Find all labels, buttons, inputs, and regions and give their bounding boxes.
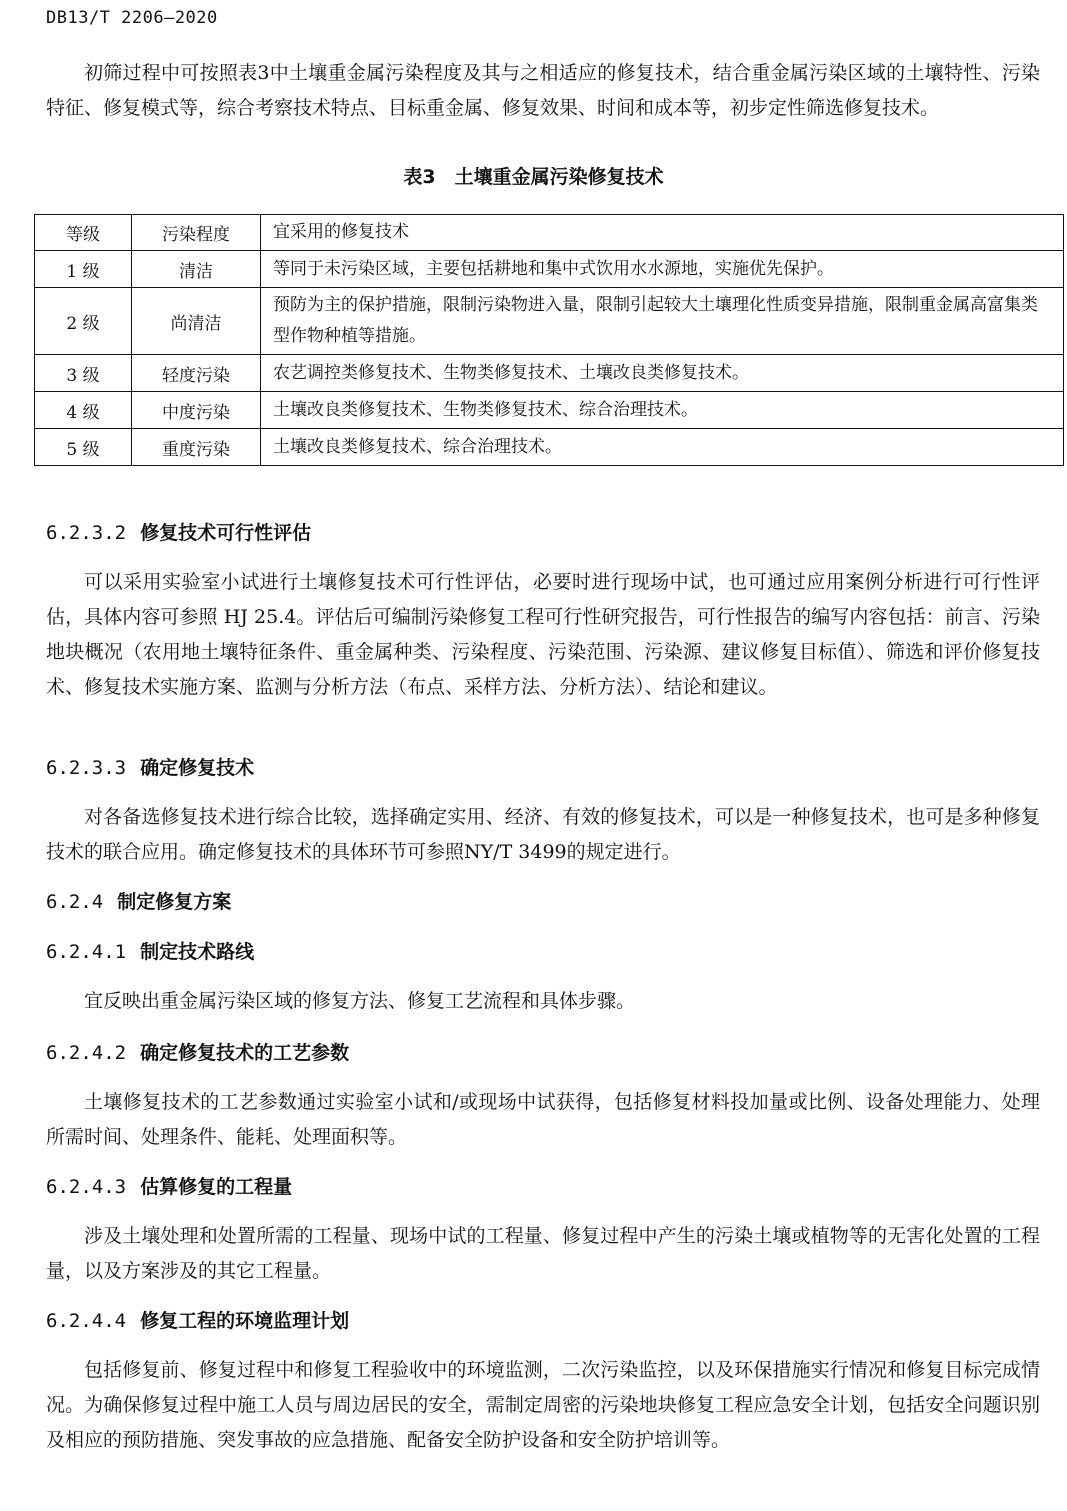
section-number: 6.2.4.4 [46, 1310, 127, 1332]
cell-grade: 1 级 [35, 251, 132, 288]
table-row [35, 251, 1064, 288]
section-number: 6.2.3.2 [46, 522, 127, 544]
section-body: 可以采用实验室小试进行土壤修复技术可行性评估，必要时进行现场中试，也可通过应用案例分析进行可行性评估，具体内容可参照 HJ 25.4。评估后可编制污染修复工程可行性研究报告，可行性报告的编写内容包括：前言、污染地块概况（农用地土壤特征条件、重金属种类、污染程度、污染范围、污染源、建议修复目标值）、筛选和评价修复技术、修复技术实施方案、监测与分析方法（布点、采样方法、分析方法）、结论和建议。 [46, 571, 1040, 698]
cell-tech: 农艺调控类修复技术、生物类修复技术、土壤改良类修复技术。 [261, 355, 1064, 392]
section-heading [46, 1041, 349, 1065]
section-title: 确定修复技术的工艺参数 [140, 1042, 350, 1064]
section-body: 涉及土壤处理和处置所需的工程量、现场中试的工程量、修复过程中产生的污染土壤或植物等的无害化处置的工程量，以及方案涉及的其它工程量。 [46, 1225, 1040, 1282]
cell-grade: 4 级 [35, 392, 132, 429]
section-title: 修复工程的环境监理计划 [140, 1310, 350, 1332]
section-heading [46, 521, 311, 545]
section-number: 6.2.3.3 [46, 757, 127, 779]
section-title: 制定技术路线 [140, 941, 255, 963]
table-row [35, 288, 1064, 355]
document-code: DB13/T 2206—2020 [46, 8, 218, 28]
cell-level: 尚清洁 [132, 288, 261, 355]
section-number: 6.2.4.2 [46, 1042, 127, 1064]
table-header-row [35, 215, 1064, 251]
section-heading [46, 1309, 349, 1333]
section-number: 6.2.4 [46, 891, 104, 913]
table-row [35, 355, 1064, 392]
cell-tech: 土壤改良类修复技术、生物类修复技术、综合治理技术。 [261, 392, 1064, 429]
cell-level: 中度污染 [132, 392, 261, 429]
section-body: 对各备选修复技术进行综合比较，选择确定实用、经济、有效的修复技术，可以是一种修复技术，也可是多种修复技术的联合应用。确定修复技术的具体环节可参照NY/T 3499的规定进行。 [46, 806, 1040, 863]
cell-tech: 等同于未污染区域，主要包括耕地和集中式饮用水水源地，实施优先保护。 [261, 251, 1064, 288]
table-row [35, 392, 1064, 429]
cell-level: 清洁 [132, 251, 261, 288]
header-tech: 宜采用的修复技术 [261, 215, 1064, 251]
cell-tech: 土壤改良类修复技术、综合治理技术。 [261, 429, 1064, 466]
section-number: 6.2.4.1 [46, 941, 127, 963]
cell-grade: 3 级 [35, 355, 132, 392]
header-level: 污染程度 [132, 215, 261, 251]
section-title: 确定修复技术 [140, 757, 255, 779]
section-heading [46, 756, 254, 780]
table-caption: 表3 土壤重金属污染修复技术 [403, 166, 664, 188]
remediation-table [34, 214, 1064, 466]
section-body: 土壤修复技术的工艺参数通过实验室小试和/或现场中试获得，包括修复材料投加量或比例、设备处理能力、处理所需时间、处理条件、能耗、处理面积等。 [46, 1091, 1040, 1148]
section-title: 修复技术可行性评估 [140, 522, 312, 544]
section-heading [46, 1175, 292, 1199]
table-row [35, 429, 1064, 466]
section-number: 6.2.4.3 [46, 1176, 127, 1198]
section-heading [46, 890, 231, 914]
section-title: 估算修复的工程量 [140, 1176, 293, 1198]
cell-grade: 2 级 [35, 288, 132, 355]
intro-paragraph: 初筛过程中可按照表3中土壤重金属污染程度及其与之相适应的修复技术，结合重金属污染区域的土壤特性、污染特征、修复模式等，综合考察技术特点、目标重金属、修复效果、时间和成本等，初步定性筛选修复技术。 [46, 62, 1040, 119]
section-body: 包括修复前、修复过程中和修复工程验收中的环境监测，二次污染监控，以及环保措施实行情况和修复目标完成情况。为确保修复过程中施工人员与周边居民的安全，需制定周密的污染地块修复工程应急安全计划，包括安全问题识别及相应的预防措施、突发事故的应急措施、配备安全防护设备和安全防护培训等。 [46, 1359, 1040, 1451]
cell-level: 轻度污染 [132, 355, 261, 392]
section-title: 制定修复方案 [117, 891, 232, 913]
cell-level: 重度污染 [132, 429, 261, 466]
header-grade: 等级 [35, 215, 132, 251]
section-heading [46, 940, 254, 964]
cell-tech: 预防为主的保护措施，限制污染物进入量，限制引起较大土壤理化性质变异措施，限制重金属高富集类型作物种植等措施。 [261, 288, 1064, 355]
section-body: 宜反映出重金属污染区域的修复方法、修复工艺流程和具体步骤。 [84, 990, 636, 1012]
cell-grade: 5 级 [35, 429, 132, 466]
